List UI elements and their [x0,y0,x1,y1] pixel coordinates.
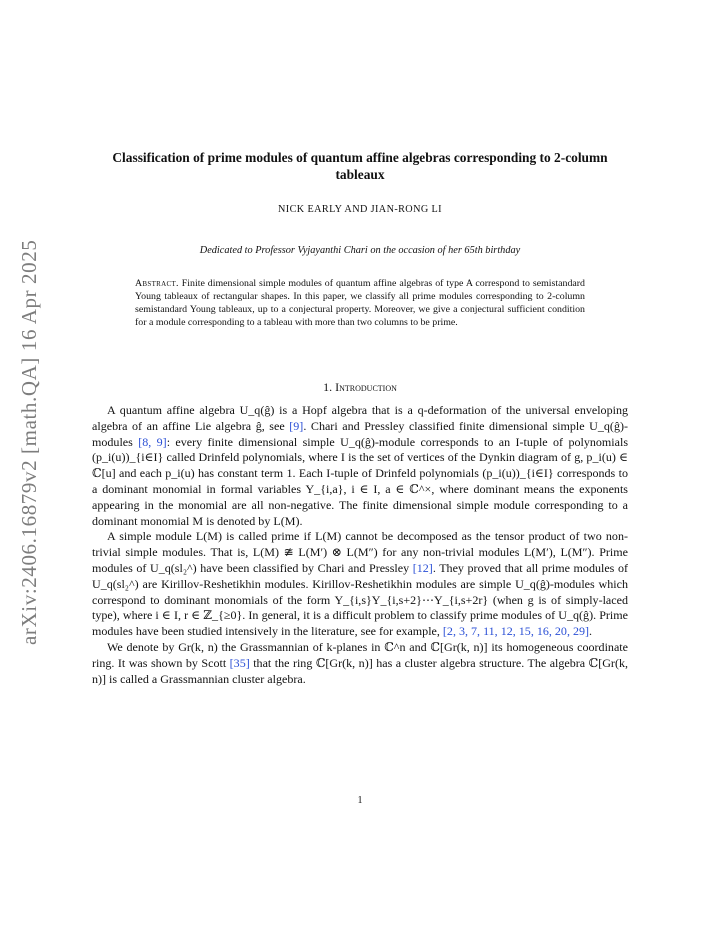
paragraph-text: . Chari and Pressley classified finite dimensional simple U_q(ĝ)-modules [92,418,628,449]
citation-link[interactable]: [12] [412,560,433,575]
page-number: 1 [357,795,363,806]
citation-link[interactable]: [8, 9] [138,434,167,449]
citation-link[interactable]: [2, 3, 7, 11, 12, 15, 16, 20, 29] [442,624,590,639]
citation-link[interactable]: [35] [229,655,250,670]
paragraph-text: . They proved that all prime modules of U_q(sl₂^) are Kirillov-Reshetikhin modules. Kirillov-Reshetikhin modules are simple U_q(ĝ)-modules which correspond to dominant monomials of the form Y_{i,s}Y_{i,s+2}⋯Y_{i,s+2r} (when g is of simply-laced type), where i ∈ I, r ∈ ℤ_{≥0}. In general, it is a difficult problem to classify prime modules of U_q(ĝ). Prime modules have been studied intensively in the literature, see for example, [92,560,628,639]
body-text [92,403,628,687]
intro-paragraph-2 [92,529,628,640]
section-number: 1. [323,380,333,394]
abstract-block [135,278,585,330]
paper-authors: NICK EARLY AND JIAN-RONG LI [278,204,442,215]
abstract-text: Finite dimensional simple modules of quantum affine algebras of type A correspond to semistandard Young tableaux of rectangular shapes. In this paper, we classify all prime modules corresponding to 2-column semistandard Young tableaux, up to a conjectural property. Moreover, we give a conjectural sufficient condition for a module corresponding to a tableau with more than two columns to be prime. [135,278,585,328]
abstract-label: Abstract. [135,278,179,289]
paragraph-text: We denote by Gr(k, n) the Grassmannian of k-planes in ℂ^n and ℂ[Gr(k, n)] its homogeneous coordinate ring. It was shown by Scott [92,639,628,670]
paragraph-text: that the ring ℂ[Gr(k, n)] has a cluster algebra structure. The algebra ℂ[Gr(k, n)] is called a Grassmannian cluster algebra. [92,655,628,686]
citation-link[interactable]: [9] [289,418,304,433]
paragraph-text: A simple module L(M) is called prime if L(M) cannot be decomposed as the tensor product of two non-trivial simple modules. That is, L(M) ≇ L(M′) ⊗ L(M″) for any non-trivial modules L(M′), L(M″). Prime modules of U_q(sl₂^) have been classified by Chari and Pressley [92,529,628,575]
paper-dedication: Dedicated to Professor Vyjayanthi Chari on the occasion of her 65th birthday [199,245,521,256]
arxiv-identifier-stamp: arXiv:2406.16879v2 [math.QA] 16 Apr 2025 [17,239,41,645]
paper-title: Classification of prime modules of quantum affine algebras corresponding to 2-column tableaux [112,150,608,182]
section-title: Introduction [335,380,397,394]
intro-paragraph-1 [92,403,628,529]
paragraph-text: A quantum affine algebra U_q(ĝ) is a Hopf algebra that is a q-deformation of the universal enveloping algebra of an affine Lie algebra ĝ, see [92,403,628,433]
section-heading [92,380,628,395]
paragraph-text: . [589,624,593,639]
paragraph-text: : every finite dimensional simple U_q(ĝ)-module corresponds to an I-tuple of polynomials (p_i(u))_{i∈I} called Drinfeld polynomials, where I is the set of vertices of the Dynkin diagram of g, p_i(u) ∈ ℂ[u] and each p_i(u) has constant term 1. Each I-tuple of Drinfeld polynomials (p_i(u))_{i∈I} corresponds to a dominant monomial in formal variables Y_{i,a}, i ∈ I, a ∈ ℂ^×, where dominant means the exponents appearing in the monomial are all non-negative. The finite dimensional simple module corresponding to a dominant monomial M is denoted by L(M). [92,434,629,528]
intro-paragraph-3 [92,640,628,687]
